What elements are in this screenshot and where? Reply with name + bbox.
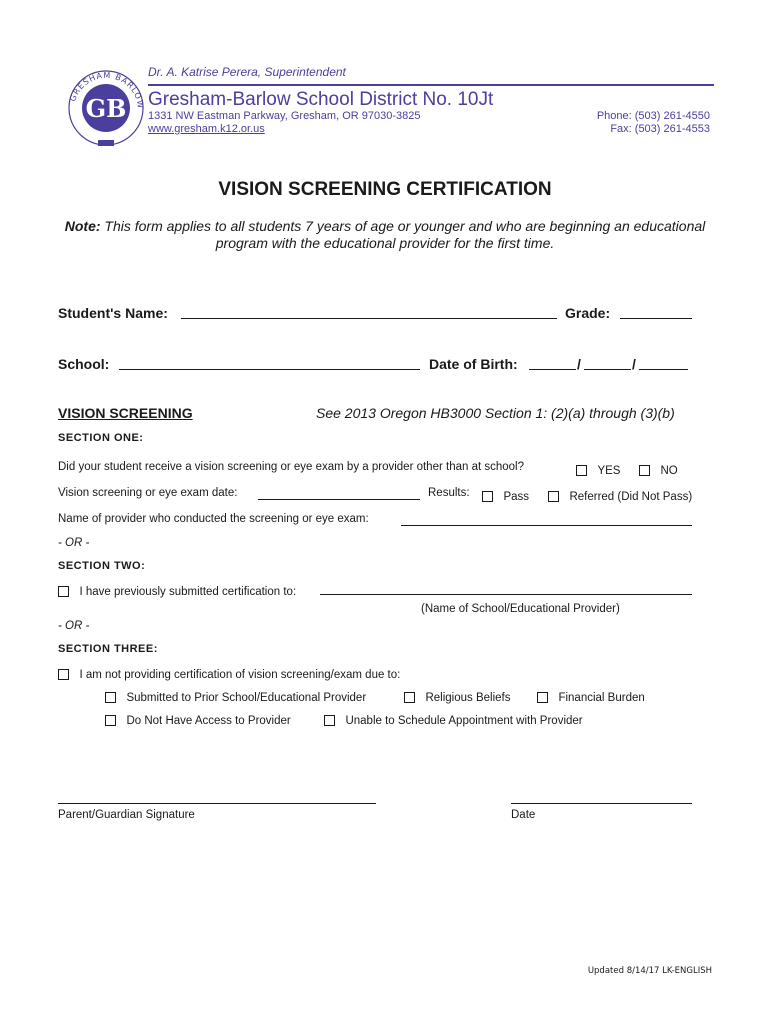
date-label: Date — [511, 809, 536, 821]
vision-reference: See 2013 Oregon HB3000 Section 1: (2)(a) through (3)(b) — [316, 405, 675, 421]
exam-date-field[interactable] — [258, 487, 420, 500]
reason-label: Submitted to Prior School/Educational Provider — [126, 692, 367, 704]
pass-label: Pass — [503, 491, 530, 503]
yes-checkbox[interactable] — [576, 465, 587, 476]
provider-label: Name of provider who conducted the screening or eye exam: — [58, 513, 369, 525]
school-label: School: — [58, 356, 110, 372]
submitted-label: I have previously submitted certification to: — [79, 586, 297, 598]
phone-number: Phone: (503) 261-4550 — [596, 110, 710, 122]
dob-separator: / — [577, 356, 581, 372]
yes-label: YES — [597, 465, 621, 477]
referred-checkbox[interactable] — [548, 491, 559, 502]
date-line[interactable] — [511, 803, 692, 804]
note-text: This form applies to all students 7 years of age or younger and who are beginning an educational program with the educational provider for the first time. — [100, 218, 706, 251]
district-logo — [66, 66, 146, 148]
submitted-option[interactable] — [58, 582, 296, 600]
or-divider: - OR - — [58, 537, 90, 549]
reason-checkbox[interactable] — [105, 715, 116, 726]
dob-month-field[interactable] — [529, 357, 576, 370]
referred-option[interactable] — [548, 487, 692, 505]
school-field[interactable] — [119, 357, 420, 370]
reason-label: Unable to Schedule Appointment with Provider — [345, 715, 583, 727]
no-option[interactable] — [639, 461, 678, 479]
submitted-checkbox[interactable] — [58, 586, 69, 597]
dob-year-field[interactable] — [639, 357, 688, 370]
results-label: Results: — [428, 487, 470, 499]
student-name-label: Student's Name: — [58, 305, 168, 321]
note-paragraph — [60, 218, 710, 252]
yes-option[interactable] — [576, 461, 620, 479]
reason-label: Religious Beliefs — [425, 692, 511, 704]
district-contact — [597, 110, 710, 136]
referred-label: Referred (Did Not Pass) — [569, 491, 693, 503]
superintendent-name: Dr. A. Katrise Perera, Superintendent — [148, 65, 346, 79]
dob-label: Date of Birth: — [429, 356, 518, 372]
reason-label: Financial Burden — [558, 692, 645, 704]
footer-updated: Updated 8/14/17 LK-ENGLISH — [587, 966, 712, 976]
pass-checkbox[interactable] — [482, 491, 493, 502]
screening-question: Did your student receive a vision screening or eye exam by a provider other than at school? — [58, 461, 525, 473]
district-website[interactable]: www.gresham.k12.or.us — [148, 123, 265, 135]
submitted-to-field[interactable] — [320, 582, 692, 595]
provider-name-caption: (Name of School/Educational Provider) — [421, 603, 620, 615]
grade-label: Grade: — [565, 305, 611, 321]
reason-option-financial[interactable] — [537, 688, 645, 706]
reason-option-no-access[interactable] — [105, 711, 291, 729]
reason-checkbox[interactable] — [324, 715, 335, 726]
form-title: VISION SCREENING CERTIFICATION — [218, 179, 552, 200]
fax-number: Fax: (503) 261-4553 — [610, 123, 710, 135]
reason-checkbox[interactable] — [404, 692, 415, 703]
header-rule — [148, 84, 714, 86]
section-one-heading: SECTION ONE: — [58, 432, 144, 444]
section-three-heading: SECTION THREE: — [58, 643, 158, 655]
reason-option-prior-school[interactable] — [105, 688, 366, 706]
exam-date-label: Vision screening or eye exam date: — [58, 487, 238, 499]
student-name-field[interactable] — [181, 306, 557, 319]
vision-heading: VISION SCREENING — [58, 405, 193, 421]
dob-separator: / — [632, 356, 636, 372]
dob-day-field[interactable] — [584, 357, 631, 370]
or-divider: - OR - — [58, 620, 90, 632]
logo-ring-text: GRESHAM BARLOW — [68, 70, 146, 110]
not-providing-label: I am not providing certification of vision screening/exam due to: — [79, 669, 401, 681]
grade-field[interactable] — [620, 306, 692, 319]
logo-letters: GB — [85, 94, 127, 123]
district-address: 1331 NW Eastman Parkway, Gresham, OR 97030-3825 — [148, 110, 421, 122]
not-providing-option[interactable] — [58, 665, 400, 683]
district-address-block — [148, 110, 420, 136]
section-two-heading: SECTION TWO: — [58, 560, 146, 572]
reason-option-unable-schedule[interactable] — [324, 711, 583, 729]
reason-checkbox[interactable] — [105, 692, 116, 703]
district-name: Gresham-Barlow School District No. 10Jt — [148, 89, 494, 110]
signature-label: Parent/Guardian Signature — [58, 809, 195, 821]
not-providing-checkbox[interactable] — [58, 669, 69, 680]
reason-checkbox[interactable] — [537, 692, 548, 703]
reason-label: Do Not Have Access to Provider — [126, 715, 291, 727]
provider-field[interactable] — [401, 513, 692, 526]
reason-option-religious[interactable] — [404, 688, 510, 706]
no-label: NO — [660, 465, 678, 477]
pass-option[interactable] — [482, 487, 529, 505]
no-checkbox[interactable] — [639, 465, 650, 476]
note-label: Note: — [64, 218, 101, 234]
signature-line[interactable] — [58, 803, 376, 804]
